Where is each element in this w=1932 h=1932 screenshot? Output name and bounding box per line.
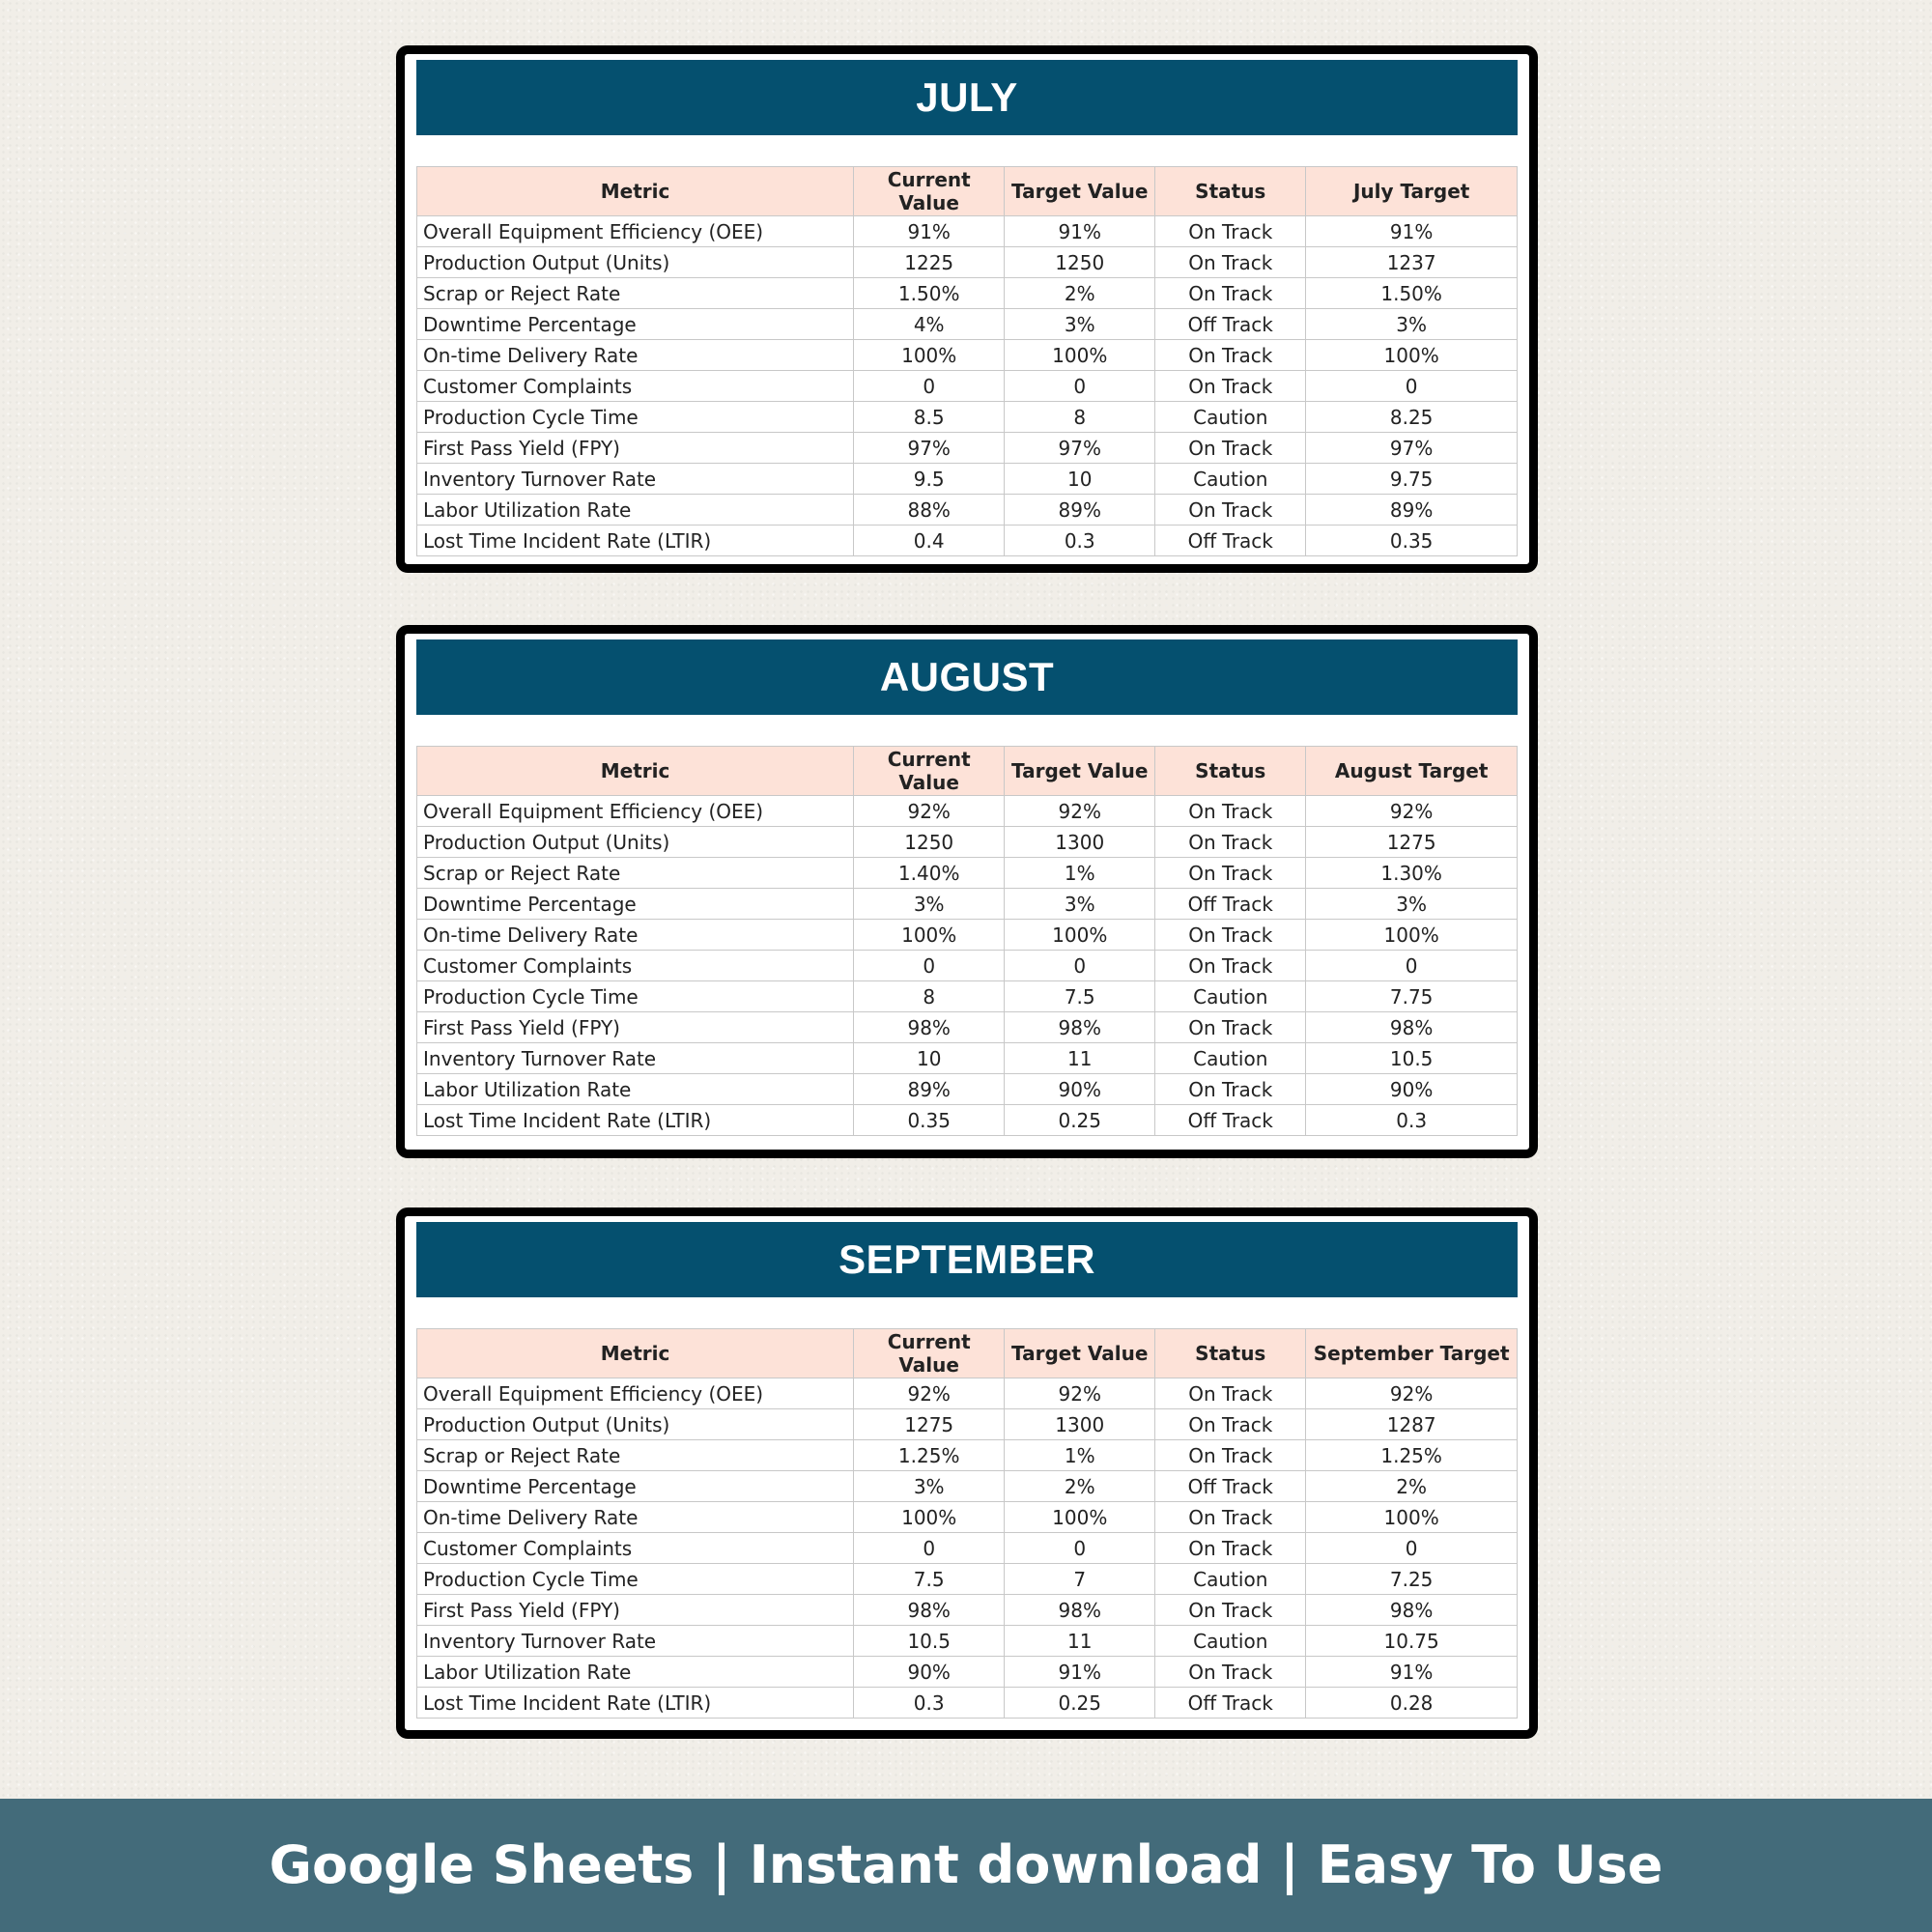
september-panel — [396, 1208, 1538, 1739]
status-cell[interactable]: On Track — [1155, 278, 1306, 309]
table-row — [417, 858, 1518, 889]
current-value-cell[interactable]: 0.3 — [854, 1688, 1005, 1719]
month-title: AUGUST — [416, 639, 1518, 715]
table-row — [417, 1471, 1518, 1502]
current-value-cell[interactable]: 10.5 — [854, 1626, 1005, 1657]
target-value-cell[interactable]: 90% — [1005, 1074, 1155, 1105]
month-target-cell[interactable]: 3% — [1306, 889, 1518, 920]
header-row — [417, 1329, 1518, 1378]
metric-cell[interactable]: Scrap or Reject Rate — [417, 858, 854, 889]
metric-cell[interactable]: Lost Time Incident Rate (LTIR) — [417, 1688, 854, 1719]
target-value-cell[interactable]: 11 — [1005, 1043, 1155, 1074]
current-value-cell[interactable]: 1225 — [854, 247, 1005, 278]
table-row — [417, 981, 1518, 1012]
table-row — [417, 216, 1518, 247]
target-value-cell[interactable]: 100% — [1005, 920, 1155, 951]
metric-cell[interactable]: Customer Complaints — [417, 951, 854, 981]
month-target-cell[interactable]: 1275 — [1306, 827, 1518, 858]
month-target-cell[interactable]: 97% — [1306, 433, 1518, 464]
current-value-cell[interactable]: 100% — [854, 920, 1005, 951]
target-value-cell[interactable]: 0 — [1005, 371, 1155, 402]
month-target-cell[interactable]: 0.3 — [1306, 1105, 1518, 1136]
status-cell[interactable]: Off Track — [1155, 1688, 1306, 1719]
august-panel — [396, 625, 1538, 1158]
current-value-cell[interactable]: 3% — [854, 1471, 1005, 1502]
target-value-cell[interactable]: 3% — [1005, 309, 1155, 340]
metric-cell[interactable]: Downtime Percentage — [417, 1471, 854, 1502]
status-cell[interactable]: On Track — [1155, 920, 1306, 951]
month-target-cell[interactable]: 0 — [1306, 371, 1518, 402]
current-value-cell[interactable]: 0 — [854, 1533, 1005, 1564]
table-row — [417, 1440, 1518, 1471]
month-target-cell[interactable]: 7.75 — [1306, 981, 1518, 1012]
current-value-cell[interactable]: 98% — [854, 1595, 1005, 1626]
target-value-cell[interactable]: 0.3 — [1005, 526, 1155, 556]
month-target-cell[interactable]: 10.75 — [1306, 1626, 1518, 1657]
month-target-cell[interactable]: 91% — [1306, 216, 1518, 247]
status-cell[interactable]: On Track — [1155, 371, 1306, 402]
current-value-cell[interactable]: 98% — [854, 1012, 1005, 1043]
metric-cell[interactable]: Labor Utilization Rate — [417, 1657, 854, 1688]
current-value-cell[interactable]: 97% — [854, 433, 1005, 464]
table-row — [417, 1688, 1518, 1719]
status-cell[interactable]: On Track — [1155, 340, 1306, 371]
metric-cell[interactable]: Production Output (Units) — [417, 1409, 854, 1440]
month-target-cell[interactable]: 0.28 — [1306, 1688, 1518, 1719]
target-value-cell[interactable]: 98% — [1005, 1595, 1155, 1626]
status-cell[interactable]: Caution — [1155, 1564, 1306, 1595]
target-value-cell[interactable]: 1300 — [1005, 1409, 1155, 1440]
target-value-cell[interactable]: 91% — [1005, 216, 1155, 247]
month-target-cell[interactable]: 90% — [1306, 1074, 1518, 1105]
table-row — [417, 371, 1518, 402]
current-value-cell[interactable]: 88% — [854, 495, 1005, 526]
metric-cell[interactable]: Overall Equipment Efficiency (OEE) — [417, 216, 854, 247]
month-target-cell[interactable]: 98% — [1306, 1595, 1518, 1626]
status-cell[interactable]: On Track — [1155, 1440, 1306, 1471]
current-value-cell[interactable]: 1.25% — [854, 1440, 1005, 1471]
target-value-cell[interactable]: 3% — [1005, 889, 1155, 920]
table-row — [417, 827, 1518, 858]
spacer-row — [416, 715, 1518, 746]
target-value-cell[interactable]: 100% — [1005, 1502, 1155, 1533]
table-row — [417, 1409, 1518, 1440]
month-target-cell[interactable]: 1.25% — [1306, 1440, 1518, 1471]
target-value-cell[interactable]: 1% — [1005, 1440, 1155, 1471]
spacer-row — [416, 135, 1518, 166]
status-cell[interactable]: On Track — [1155, 1595, 1306, 1626]
header-month-target[interactable]: August Target — [1306, 747, 1518, 796]
metric-cell[interactable]: Downtime Percentage — [417, 889, 854, 920]
status-cell[interactable]: On Track — [1155, 495, 1306, 526]
metric-cell[interactable]: Overall Equipment Efficiency (OEE) — [417, 1378, 854, 1409]
metric-cell[interactable]: First Pass Yield (FPY) — [417, 1595, 854, 1626]
status-cell[interactable]: On Track — [1155, 951, 1306, 981]
current-value-cell[interactable]: 92% — [854, 1378, 1005, 1409]
current-value-cell[interactable]: 0 — [854, 371, 1005, 402]
july-panel — [396, 45, 1538, 573]
target-value-cell[interactable]: 7 — [1005, 1564, 1155, 1595]
metric-cell[interactable]: Labor Utilization Rate — [417, 1074, 854, 1105]
header-target-value[interactable]: Target Value — [1005, 1329, 1155, 1378]
current-value-cell[interactable]: 100% — [854, 340, 1005, 371]
status-cell[interactable]: On Track — [1155, 1074, 1306, 1105]
metric-cell[interactable]: Inventory Turnover Rate — [417, 1626, 854, 1657]
table-row — [417, 495, 1518, 526]
month-title: SEPTEMBER — [416, 1222, 1518, 1297]
target-value-cell[interactable]: 10 — [1005, 464, 1155, 495]
target-value-cell[interactable]: 92% — [1005, 1378, 1155, 1409]
current-value-cell[interactable]: 92% — [854, 796, 1005, 827]
month-target-cell[interactable]: 92% — [1306, 796, 1518, 827]
status-cell[interactable]: On Track — [1155, 1502, 1306, 1533]
status-cell[interactable]: Caution — [1155, 1043, 1306, 1074]
month-target-cell[interactable]: 100% — [1306, 920, 1518, 951]
status-cell[interactable]: On Track — [1155, 1533, 1306, 1564]
month-target-cell[interactable]: 0 — [1306, 1533, 1518, 1564]
current-value-cell[interactable]: 91% — [854, 216, 1005, 247]
table-row — [417, 796, 1518, 827]
table-row — [417, 1657, 1518, 1688]
table-row — [417, 1012, 1518, 1043]
status-cell[interactable]: Caution — [1155, 464, 1306, 495]
target-value-cell[interactable]: 98% — [1005, 1012, 1155, 1043]
current-value-cell[interactable]: 0.4 — [854, 526, 1005, 556]
table-row — [417, 1043, 1518, 1074]
month-target-cell[interactable]: 92% — [1306, 1378, 1518, 1409]
table-row — [417, 1564, 1518, 1595]
month-target-cell[interactable]: 7.25 — [1306, 1564, 1518, 1595]
metric-cell[interactable]: Inventory Turnover Rate — [417, 464, 854, 495]
table-row — [417, 464, 1518, 495]
table-row — [417, 1378, 1518, 1409]
metric-cell[interactable]: First Pass Yield (FPY) — [417, 1012, 854, 1043]
metric-cell[interactable]: Downtime Percentage — [417, 309, 854, 340]
spacer-row — [416, 1297, 1518, 1328]
header-metric[interactable]: Metric — [417, 167, 854, 216]
header-metric[interactable]: Metric — [417, 747, 854, 796]
metrics-table — [416, 166, 1518, 556]
metric-cell[interactable]: Customer Complaints — [417, 1533, 854, 1564]
metric-cell[interactable]: First Pass Yield (FPY) — [417, 433, 854, 464]
table-row — [417, 402, 1518, 433]
status-cell[interactable]: On Track — [1155, 216, 1306, 247]
month-target-cell[interactable]: 91% — [1306, 1657, 1518, 1688]
metric-cell[interactable]: Overall Equipment Efficiency (OEE) — [417, 796, 854, 827]
table-row — [417, 1105, 1518, 1136]
target-value-cell[interactable]: 1% — [1005, 858, 1155, 889]
month-target-cell[interactable]: 2% — [1306, 1471, 1518, 1502]
table-row — [417, 340, 1518, 371]
header-target-value[interactable]: Target Value — [1005, 747, 1155, 796]
header-current-value[interactable]: Current Value — [854, 167, 1005, 216]
metric-cell[interactable]: Production Cycle Time — [417, 1564, 854, 1595]
current-value-cell[interactable]: 1275 — [854, 1409, 1005, 1440]
status-cell[interactable]: Off Track — [1155, 309, 1306, 340]
table-row — [417, 951, 1518, 981]
month-target-cell[interactable]: 1287 — [1306, 1409, 1518, 1440]
status-cell[interactable]: On Track — [1155, 858, 1306, 889]
month-title: JULY — [416, 60, 1518, 135]
current-value-cell[interactable]: 1.50% — [854, 278, 1005, 309]
metric-cell[interactable]: Labor Utilization Rate — [417, 495, 854, 526]
header-status[interactable]: Status — [1155, 747, 1306, 796]
table-row — [417, 1074, 1518, 1105]
banner-text: Google Sheets | Instant download | Easy To Use — [269, 1834, 1663, 1895]
status-cell[interactable]: Off Track — [1155, 889, 1306, 920]
status-cell[interactable]: On Track — [1155, 1409, 1306, 1440]
header-current-value[interactable]: Current Value — [854, 1329, 1005, 1378]
header-month-target[interactable]: July Target — [1306, 167, 1518, 216]
target-value-cell[interactable]: 7.5 — [1005, 981, 1155, 1012]
month-target-cell[interactable]: 98% — [1306, 1012, 1518, 1043]
month-target-cell[interactable]: 3% — [1306, 309, 1518, 340]
current-value-cell[interactable]: 4% — [854, 309, 1005, 340]
table-row — [417, 526, 1518, 556]
target-value-cell[interactable]: 100% — [1005, 340, 1155, 371]
target-value-cell[interactable]: 1300 — [1005, 827, 1155, 858]
status-cell[interactable]: Caution — [1155, 981, 1306, 1012]
current-value-cell[interactable]: 1250 — [854, 827, 1005, 858]
metric-cell[interactable]: On-time Delivery Rate — [417, 340, 854, 371]
header-status[interactable]: Status — [1155, 167, 1306, 216]
month-target-cell[interactable]: 0.35 — [1306, 526, 1518, 556]
header-month-target[interactable]: September Target — [1306, 1329, 1518, 1378]
metric-cell[interactable]: Scrap or Reject Rate — [417, 278, 854, 309]
target-value-cell[interactable]: 0.25 — [1005, 1688, 1155, 1719]
table-row — [417, 1533, 1518, 1564]
status-cell[interactable]: Off Track — [1155, 526, 1306, 556]
month-target-cell[interactable]: 1237 — [1306, 247, 1518, 278]
current-value-cell[interactable]: 0 — [854, 951, 1005, 981]
header-row — [417, 747, 1518, 796]
month-target-cell[interactable]: 8.25 — [1306, 402, 1518, 433]
current-value-cell[interactable]: 10 — [854, 1043, 1005, 1074]
current-value-cell[interactable]: 8 — [854, 981, 1005, 1012]
metrics-table — [416, 1328, 1518, 1719]
metric-cell[interactable]: On-time Delivery Rate — [417, 1502, 854, 1533]
month-target-cell[interactable]: 1.50% — [1306, 278, 1518, 309]
current-value-cell[interactable]: 9.5 — [854, 464, 1005, 495]
current-value-cell[interactable]: 89% — [854, 1074, 1005, 1105]
table-row — [417, 1626, 1518, 1657]
current-value-cell[interactable]: 90% — [854, 1657, 1005, 1688]
target-value-cell[interactable]: 0 — [1005, 1533, 1155, 1564]
target-value-cell[interactable]: 1250 — [1005, 247, 1155, 278]
promo-banner — [0, 1799, 1932, 1932]
target-value-cell[interactable]: 92% — [1005, 796, 1155, 827]
target-value-cell[interactable]: 2% — [1005, 1471, 1155, 1502]
target-value-cell[interactable]: 8 — [1005, 402, 1155, 433]
metric-cell[interactable]: Production Cycle Time — [417, 402, 854, 433]
target-value-cell[interactable]: 11 — [1005, 1626, 1155, 1657]
metric-cell[interactable]: Lost Time Incident Rate (LTIR) — [417, 1105, 854, 1136]
target-value-cell[interactable]: 2% — [1005, 278, 1155, 309]
status-cell[interactable]: On Track — [1155, 1012, 1306, 1043]
table-row — [417, 247, 1518, 278]
current-value-cell[interactable]: 0.35 — [854, 1105, 1005, 1136]
current-value-cell[interactable]: 100% — [854, 1502, 1005, 1533]
status-cell[interactable]: Off Track — [1155, 1105, 1306, 1136]
current-value-cell[interactable]: 1.40% — [854, 858, 1005, 889]
status-cell[interactable]: On Track — [1155, 247, 1306, 278]
metric-cell[interactable]: Scrap or Reject Rate — [417, 1440, 854, 1471]
month-target-cell[interactable]: 100% — [1306, 1502, 1518, 1533]
table-row — [417, 433, 1518, 464]
table-row — [417, 309, 1518, 340]
header-row — [417, 167, 1518, 216]
table-row — [417, 889, 1518, 920]
target-value-cell[interactable]: 0.25 — [1005, 1105, 1155, 1136]
month-target-cell[interactable]: 10.5 — [1306, 1043, 1518, 1074]
status-cell[interactable]: On Track — [1155, 1657, 1306, 1688]
target-value-cell[interactable]: 0 — [1005, 951, 1155, 981]
header-target-value[interactable]: Target Value — [1005, 167, 1155, 216]
status-cell[interactable]: Caution — [1155, 1626, 1306, 1657]
table-row — [417, 920, 1518, 951]
header-status[interactable]: Status — [1155, 1329, 1306, 1378]
month-target-cell[interactable]: 9.75 — [1306, 464, 1518, 495]
month-target-cell[interactable]: 89% — [1306, 495, 1518, 526]
target-value-cell[interactable]: 89% — [1005, 495, 1155, 526]
current-value-cell[interactable]: 3% — [854, 889, 1005, 920]
metric-cell[interactable]: Production Output (Units) — [417, 247, 854, 278]
current-value-cell[interactable]: 7.5 — [854, 1564, 1005, 1595]
metric-cell[interactable]: Production Output (Units) — [417, 827, 854, 858]
metric-cell[interactable]: Inventory Turnover Rate — [417, 1043, 854, 1074]
status-cell[interactable]: On Track — [1155, 796, 1306, 827]
status-cell[interactable]: On Track — [1155, 827, 1306, 858]
table-row — [417, 1595, 1518, 1626]
header-current-value[interactable]: Current Value — [854, 747, 1005, 796]
target-value-cell[interactable]: 97% — [1005, 433, 1155, 464]
metric-cell[interactable]: Lost Time Incident Rate (LTIR) — [417, 526, 854, 556]
current-value-cell[interactable]: 8.5 — [854, 402, 1005, 433]
metrics-table — [416, 746, 1518, 1136]
status-cell[interactable]: On Track — [1155, 433, 1306, 464]
metric-cell[interactable]: On-time Delivery Rate — [417, 920, 854, 951]
metric-cell[interactable]: Customer Complaints — [417, 371, 854, 402]
month-target-cell[interactable]: 1.30% — [1306, 858, 1518, 889]
header-metric[interactable]: Metric — [417, 1329, 854, 1378]
table-row — [417, 278, 1518, 309]
table-row — [417, 1502, 1518, 1533]
status-cell[interactable]: On Track — [1155, 1378, 1306, 1409]
target-value-cell[interactable]: 91% — [1005, 1657, 1155, 1688]
metric-cell[interactable]: Production Cycle Time — [417, 981, 854, 1012]
month-target-cell[interactable]: 0 — [1306, 951, 1518, 981]
month-target-cell[interactable]: 100% — [1306, 340, 1518, 371]
status-cell[interactable]: Off Track — [1155, 1471, 1306, 1502]
status-cell[interactable]: Caution — [1155, 402, 1306, 433]
